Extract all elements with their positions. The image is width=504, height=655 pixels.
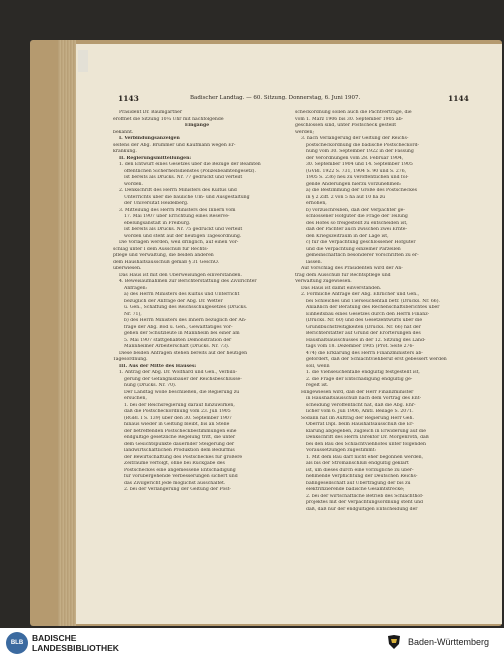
baden-wuerttemberg-label[interactable]: Baden-Württemberg bbox=[408, 637, 490, 647]
text-line: 3. Mitteilung des Herrn Ministers des Innern vom bbox=[119, 207, 236, 213]
text-line: postscheckordnung die badische Postscheckord- bbox=[306, 142, 420, 148]
text-line: bei Schleiches und Tierseuchenfall betr. (Drucks. Nr. 66). bbox=[306, 298, 440, 304]
text-line: Der Landtag wolle beschließen, die Regierung zu bbox=[124, 389, 240, 395]
text-line: 1. Mit dem Bau darf nicht eher begonnen werden, bbox=[306, 454, 424, 460]
page-tab bbox=[78, 50, 88, 72]
text-line: der Universität Heidelberg. bbox=[124, 201, 189, 206]
text-line: Postscheckes eine angemessene Entschädigung bbox=[124, 467, 236, 473]
text-line: eröffnet die Sitzung 10¼ Uhr mit nachfolgende bbox=[113, 116, 224, 122]
text-line: worden und steht auf der heutigen Tagesordnung. bbox=[124, 233, 242, 239]
text-line: Hingewiesen wird, daß der Herr Finanzminister bbox=[301, 389, 414, 395]
text-line: und die Verpachtung einzelner Parzellen bbox=[306, 246, 401, 252]
text-line: schlossener Hofgüter die Frage der Teilung bbox=[306, 214, 408, 219]
text-line: Denkschrift des Herrn Direktor Dr. Morgenroth, daß bbox=[306, 435, 429, 440]
blb-label-line2: LANDESBIBLIOTHEK bbox=[32, 643, 119, 653]
text-line: des Hofes so freigestellt zu entscheiden ist, bbox=[306, 220, 408, 226]
text-line: dem Haushaltsausschuß gemäß § 31 GeschO. bbox=[113, 259, 219, 265]
text-line: ersuchen, bbox=[124, 396, 147, 401]
text-line: 1905 S. 236) neu zu veröffentlichen und fol- bbox=[306, 175, 409, 180]
text-line: Einheitsbau eines Gesetzes durch den Herrn Finanz- bbox=[306, 311, 430, 317]
text-line: Sodann hat im Auftrag der Regierung Herr Geh. bbox=[301, 415, 414, 421]
text-line: ist, um dieses durch eine vorzugliche zu über- bbox=[306, 467, 414, 473]
text-line: vom 1. März 1906 bis 30. September 1905 ab- bbox=[295, 116, 404, 122]
text-line: Eingänge bbox=[184, 123, 210, 128]
text-line: Tagesordnung. bbox=[113, 357, 148, 362]
text-line: überwiesen. bbox=[113, 266, 142, 271]
text-line: 2. bei der Verlängerung der Geltung der Post- bbox=[124, 487, 231, 492]
text-line: b) des Herrn Ministers des Innern bezüglich der An- bbox=[124, 318, 247, 323]
text-line: öffentlichen Sicherheitsdienstes (Polizeibeamtengesetz). bbox=[124, 168, 256, 174]
page-number-right: 1144 bbox=[448, 94, 469, 103]
text-line: tags vom 18. Dezember 1905 (Prot. Seite 276- bbox=[306, 344, 414, 349]
text-line: hinaus wieder in Geltung bleibt, bis an Stelle bbox=[124, 422, 230, 427]
text-line: für vorübergehende Verbesserungen sichert und bbox=[124, 474, 238, 479]
text-line: 474) die Erklärung des Herrn Finanzministers ab- bbox=[306, 350, 423, 356]
text-line: der Verordnungen vom 28. Februar 1904, bbox=[306, 155, 404, 161]
text-line: scheckordnung sollen auch die Pachtverträge, die bbox=[295, 110, 412, 115]
text-line: 2. Denkschrift des Herrn Ministers des Kultus und bbox=[119, 188, 237, 193]
text-line: gefordert, daß der Schlachtviehberuf erst gebessert werden bbox=[306, 357, 447, 362]
text-line: Zeiträume verfolgt, ohne bei Rückgabe des bbox=[124, 461, 225, 466]
text-line: scheidung veröffentlicht hat, daß die Abg. Ehr- bbox=[306, 402, 416, 408]
text-line: seitens der Abg. Brümmer und Kaufmann wegen Er- bbox=[113, 142, 236, 148]
text-line: pflege und Verwaltung, die beiden anderen bbox=[113, 253, 214, 258]
text-line: I. Verbindungsanzeigen bbox=[119, 136, 180, 141]
text-line: ebelungsanstalt in Freiburg. bbox=[124, 220, 191, 226]
text-line: 3. nach Verlängerung der Geltung der Reichs- bbox=[301, 136, 409, 141]
text-line: in § 2 Ziff. 2 von 5 ha auf 10 ha zu bbox=[306, 194, 386, 200]
text-line: Haushaltsausschusses in der 12. Sitzung des Land- bbox=[306, 337, 426, 343]
text-line: den Kriegszeitraum in der Lage ist, bbox=[306, 233, 389, 239]
text-line: daß die Postscheckordnung vom 23. Juli 1905 bbox=[124, 409, 231, 414]
text-line: gehen der Schutzleute in Mannheim bei einer am bbox=[124, 331, 240, 336]
left-text-column bbox=[113, 110, 281, 494]
text-line: Verwaltung zugewiesen. bbox=[295, 279, 352, 284]
text-line: 1. bei der Reichsregierung darauf hinzuwirken, bbox=[124, 402, 235, 408]
text-line: nehmende Verpflichtung der Deutschen Reichs- bbox=[306, 474, 418, 479]
text-line: Diese beiden Anfragen stehen bereits auf der heutigen bbox=[119, 350, 248, 356]
text-line: soll, wenn bbox=[306, 363, 330, 369]
text-line: das Zivilgericht jede möglichst ausschaltet. bbox=[124, 480, 226, 486]
text-line: daß, daß nur der endgültigen Entscheidung der bbox=[306, 506, 418, 512]
text-line: 2. bei der wirtschaftliche Betrieb des Schlachthof- bbox=[306, 493, 424, 499]
text-line: gemeinschaftlich besonderer Vorschriften zu er- bbox=[306, 253, 419, 258]
text-line: Anläßlich der Beratung des Rechenschaftsberichtes über bbox=[306, 305, 440, 310]
text-line: schlag unter I dem Ausschuß für Rechts- bbox=[113, 246, 209, 252]
text-line: a) des Herrn Ministers des Kultus und Unterricht bbox=[124, 292, 240, 297]
text-line: II. Regierungsmitteilungen: bbox=[119, 155, 192, 161]
text-line: u. Gen., Schaffung des Reichsschulgesetzes (Drucks. bbox=[124, 305, 248, 310]
text-line: als bis der Stromanschluß endgültig geklärt bbox=[306, 461, 409, 466]
text-line: Ist bereits als Drucks. Nr. 75 gedruckt und verteilt bbox=[124, 227, 243, 232]
text-line: Nr. 71), bbox=[124, 311, 142, 317]
text-line: bekannt. bbox=[113, 129, 134, 135]
text-line: b) vorzuschreiben, daß der Verpächter ge- bbox=[306, 207, 405, 213]
text-line: Auf Vorschlag des Präsidenten wird der An- bbox=[301, 266, 403, 271]
text-line: elektrifizierende badische Gesamtstrecke; bbox=[306, 487, 405, 492]
text-line: der Bewirtschaftung des Postscheckes für größere bbox=[124, 454, 243, 460]
text-line: der betreffenden Postscheckbestimmungen eine bbox=[124, 428, 237, 434]
text-line: c) für die Verpachtung geschlossener Hofgüter bbox=[306, 240, 416, 245]
text-line: 4. Beweisaufnahmen zur Berichterstattung des Zivilrichter bbox=[119, 279, 257, 284]
text-line: (RGBl. I S. 139) über den 30. September 1907 bbox=[124, 415, 232, 421]
text-line: 5. Mai 1907 stattgehabten Demonstration der bbox=[124, 337, 232, 343]
blb-label-line1: BADISCHE bbox=[32, 633, 77, 643]
text-line: Das Haus ist mit den Überweisungen einverstanden. bbox=[119, 272, 242, 278]
text-line: Die Vorlagen werden, weil dringlich, auf einen Vor- bbox=[119, 240, 239, 245]
text-line: trag dem Ausschuß für Rechtspflege und bbox=[295, 272, 391, 278]
text-line: erhöhen, bbox=[306, 201, 327, 206]
text-line: regelt ist. bbox=[306, 383, 329, 388]
text-line: a) die Bestimmung der Größe des Postscheckes bbox=[306, 188, 417, 193]
text-line: in Haushaltsausschuß nach dem Vortrag des Ent- bbox=[306, 396, 422, 401]
text-line: 2. die Frage der Entschädigung endgültig ge- bbox=[306, 376, 413, 382]
text-line: projektes mit der Verpachtungsordnung steht und bbox=[306, 500, 423, 505]
blb-label[interactable] bbox=[32, 633, 119, 653]
text-line: endgültige gesetzliche Regelung tritt, die unter bbox=[124, 435, 236, 440]
right-text-column bbox=[295, 110, 463, 513]
text-line: landwirtschaftlichen Produktion dem Bedürfnis bbox=[124, 448, 235, 453]
text-line: Ist bereits als Drucks. Nr. 77 gedruckt und verteilt bbox=[124, 175, 243, 180]
text-line: werden; bbox=[295, 129, 315, 135]
text-line: III. Aus der Mitte des Hauses: bbox=[119, 363, 197, 369]
text-line: frage der Abg. Bod u. Gen., Gewalttätiges Vor- bbox=[124, 324, 233, 330]
text-line: Präsident Dr. Baumgartner bbox=[119, 110, 183, 115]
text-line: bahngesellschaft auf Übertragung der bis zu bbox=[306, 480, 411, 486]
text-line: 2. Förmliche Anfrage der Abg. Ehrlicher und Gen., bbox=[301, 292, 420, 297]
text-line: 1. den Entwurf eines Gesetzes über die Bezüge der Beamten bbox=[119, 162, 261, 167]
text-line: klärung abgegeben, zugleich in Erwiderung auf die bbox=[306, 428, 427, 434]
text-line: (GVBl. 1922 S. 731, 1904 S. 90 und S. 276, bbox=[306, 168, 407, 174]
text-line: nung (Drucks. Nr. 70). bbox=[124, 383, 177, 388]
running-title: Badischer Landtag. — 60. Sitzung. Donnerstag, 6. Juni 1907. bbox=[190, 95, 361, 101]
text-line: nung vom 30. September 1922 in der Fassung bbox=[306, 149, 414, 154]
text-line: worden. bbox=[124, 181, 143, 187]
text-line: Voraussetzungen zugestimmt: bbox=[306, 448, 377, 453]
text-line: Anfragen: bbox=[124, 285, 148, 291]
page-edges bbox=[58, 40, 76, 626]
text-line: Das Haus ist damit einverstanden. bbox=[301, 285, 382, 291]
text-line: daß der Pächter auch zwischen zwei Ernte- bbox=[306, 227, 408, 232]
text-line: 30. September 1904 und 14. September 1905 bbox=[306, 162, 413, 167]
blb-logo[interactable]: BLB bbox=[6, 632, 28, 654]
text-line: licher vom 6. Juli 1906, Amtl. Beilage S. 2071. bbox=[306, 409, 414, 414]
text-line: 1. Antrag der Abg. Dr. Wolfhard und Gen., Verbilli- bbox=[119, 370, 237, 375]
text-line: (Drucks. Nr. 60) und des Gesetzentwurfs über die bbox=[306, 318, 423, 323]
text-line: bezüglich der Anfrage der Abg. Dr. Wetter bbox=[124, 298, 223, 304]
text-line: 1. die Viehseuchenfälle endgültig festgestellt ist, bbox=[306, 370, 420, 375]
page-number-left: 1143 bbox=[118, 94, 139, 103]
text-line: bei den Bau des Schlachtviehhofes unter folgenden bbox=[306, 441, 426, 447]
text-line: Berichterstatter auf Grund der Erörterungen des bbox=[306, 331, 421, 336]
text-line: geschlossen sind, unter Postscheck gestellt bbox=[295, 123, 397, 128]
text-line: gerung der Gefängnisbauer der Reichsbeschlüsse- bbox=[124, 376, 242, 382]
text-line: 17. Mai 1907 über Errichtung eines Reserve- bbox=[124, 214, 230, 219]
text-line: Mannheimer Arbeiterschaft (Drucks. Nr. 73). bbox=[124, 344, 230, 349]
text-line: gende Änderungen hierzu vorzunehmen: bbox=[306, 181, 402, 187]
text-line: Grundbuchstreitigkeiten (Drucks. Nr. 66) hat der bbox=[306, 324, 421, 330]
baden-wuerttemberg-crest-icon bbox=[384, 634, 404, 650]
text-line: krankung. bbox=[113, 149, 137, 154]
text-line: lassen. bbox=[306, 259, 323, 265]
text-line: dem Gesichtspunkte dauernder Steigerung der bbox=[124, 441, 235, 447]
text-line: Oberrat Dipl. beim Haushaltsausschuß die Er- bbox=[306, 422, 414, 427]
text-line: Unterrichts über die bauliche Um- und Ausgestaltung bbox=[124, 194, 250, 200]
